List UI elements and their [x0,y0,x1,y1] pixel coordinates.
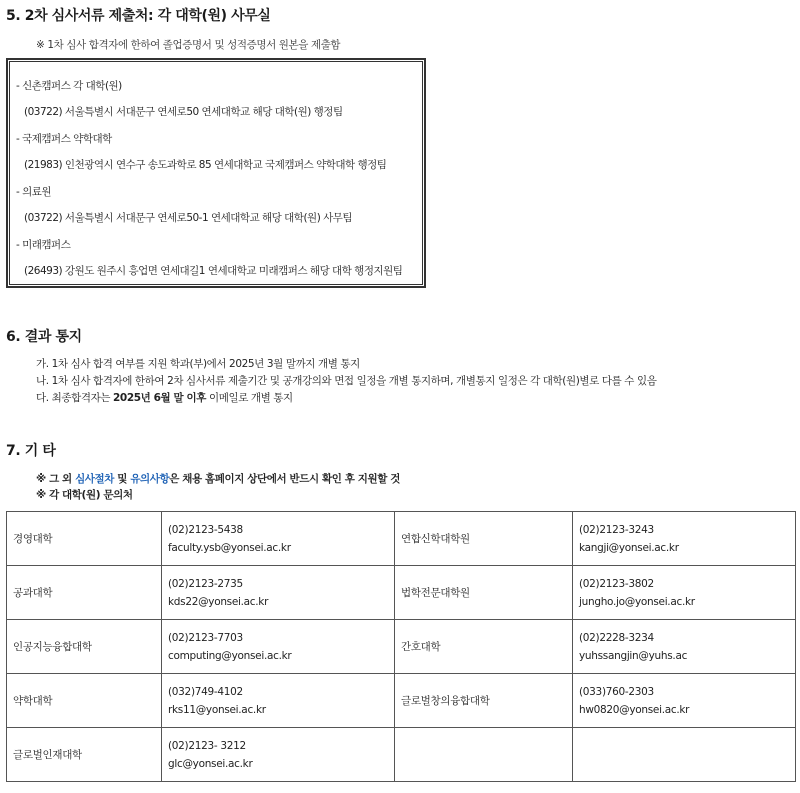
campus-address: (03722) 서울특별시 서대문구 연세로50 연세대학교 해당 대학(원) 행정팀 [24,106,343,118]
phone-number: (032)749-4102 [168,685,243,698]
contact-cell [573,566,796,620]
contact-cell [573,512,796,566]
phone-number: (02)2123-3243 [579,523,654,536]
phone-number: (033)760-2303 [579,685,654,698]
table-row [7,512,796,566]
college-name-cell [395,728,573,782]
campus-label: - 신촌캠퍼스 각 대학(원) [16,80,122,92]
result-item-prefix: 다. 최종합격자는 [36,392,114,404]
email-address[interactable]: jungho.jo@yonsei.ac.kr [579,595,695,608]
section7-note [36,471,400,486]
note-prefix: ※ 그 외 [36,473,76,485]
email-address[interactable]: faculty.ysb@yonsei.ac.kr [168,541,291,554]
result-item: 나. 1차 심사 합격자에 한하여 2차 심사서류 제출기간 및 공개강의와 면접 일정을 개별 통지하며, 개별통지 일정은 각 대학(원)별로 다를 수 있음 [36,375,657,387]
college-name-cell: 인공지능융합대학 [7,620,162,674]
note-mid: 및 [114,473,131,485]
contact-cell [573,674,796,728]
result-item: 가. 1차 심사 합격 여부를 지원 학과(부)에서 2025년 3월 말까지 개별 통지 [36,358,360,370]
result-item [36,390,293,405]
email-address[interactable]: computing@yonsei.ac.kr [168,649,292,662]
section6-heading: 6. 결과 통지 [6,329,82,345]
phone-number: (02)2123-7703 [168,631,243,644]
note-suffix: 은 채용 홈페이지 상단에서 반드시 확인 후 지원할 것 [169,473,400,485]
table-row [7,728,796,782]
college-name-cell: 법학전문대학원 [395,566,573,620]
precautions-link[interactable]: 유의사항 [130,473,170,485]
table-row [7,674,796,728]
email-address[interactable]: kangji@yonsei.ac.kr [579,541,679,554]
result-item-suffix: 이메일로 개별 통지 [206,392,293,404]
section5-heading: 5. 2차 심사서류 제출처: 각 대학(원) 사무실 [6,8,271,24]
email-address[interactable]: yuhssangjin@yuhs.ac [579,649,688,662]
campus-address: (26493) 강원도 원주시 흥업면 연세대길1 연세대학교 미래캠퍼스 해당 대학 행정지원팀 [24,265,403,277]
phone-number: (02)2123-3802 [579,577,654,590]
section5-note: ※ 1차 심사 합격자에 한하여 졸업증명서 및 성적증명서 원본을 제출함 [36,39,341,51]
campus-address: (03722) 서울특별시 서대문구 연세로50-1 연세대학교 해당 대학(원) 사무팀 [24,212,353,224]
email-address[interactable]: hw0820@yonsei.ac.kr [579,703,690,716]
contact-cell [162,566,395,620]
college-name-cell: 글로벌인재대학 [7,728,162,782]
campus-label: - 미래캠퍼스 [16,239,71,251]
college-name-cell: 약학대학 [7,674,162,728]
college-name-cell: 연합신학대학원 [395,512,573,566]
final-date-emphasis: 2025년 6월 말 이후 [113,392,207,404]
email-address[interactable]: glc@yonsei.ac.kr [168,757,253,770]
phone-number: (02)2228-3234 [579,631,654,644]
email-address[interactable]: kds22@yonsei.ac.kr [168,595,269,608]
phone-number: (02)2123- 3212 [168,739,246,752]
campus-label: - 의료원 [16,186,52,198]
campus-label: - 국제캠퍼스 약학대학 [16,133,112,145]
email-address[interactable]: rks11@yonsei.ac.kr [168,703,266,716]
submission-address-box [6,58,426,288]
table-row [7,566,796,620]
contact-cell [573,728,796,782]
table-row [7,620,796,674]
contacts-table [6,511,796,782]
college-name-cell: 공과대학 [7,566,162,620]
section7-heading: 7. 기 타 [6,443,56,459]
campus-address: (21983) 인천광역시 연수구 송도과학로 85 연세대학교 국제캠퍼스 약학대학 행정팀 [24,159,387,171]
phone-number: (02)2123-2735 [168,577,243,590]
contact-cell [162,728,395,782]
procedure-link[interactable]: 심사절차 [75,473,115,485]
contacts-note: ※ 각 대학(원) 문의처 [36,489,133,501]
college-name-cell: 글로벌창의융합대학 [395,674,573,728]
phone-number: (02)2123-5438 [168,523,243,536]
contact-cell [573,620,796,674]
contact-cell [162,620,395,674]
college-name-cell: 간호대학 [395,620,573,674]
college-name-cell: 경영대학 [7,512,162,566]
contact-cell [162,674,395,728]
contact-cell [162,512,395,566]
